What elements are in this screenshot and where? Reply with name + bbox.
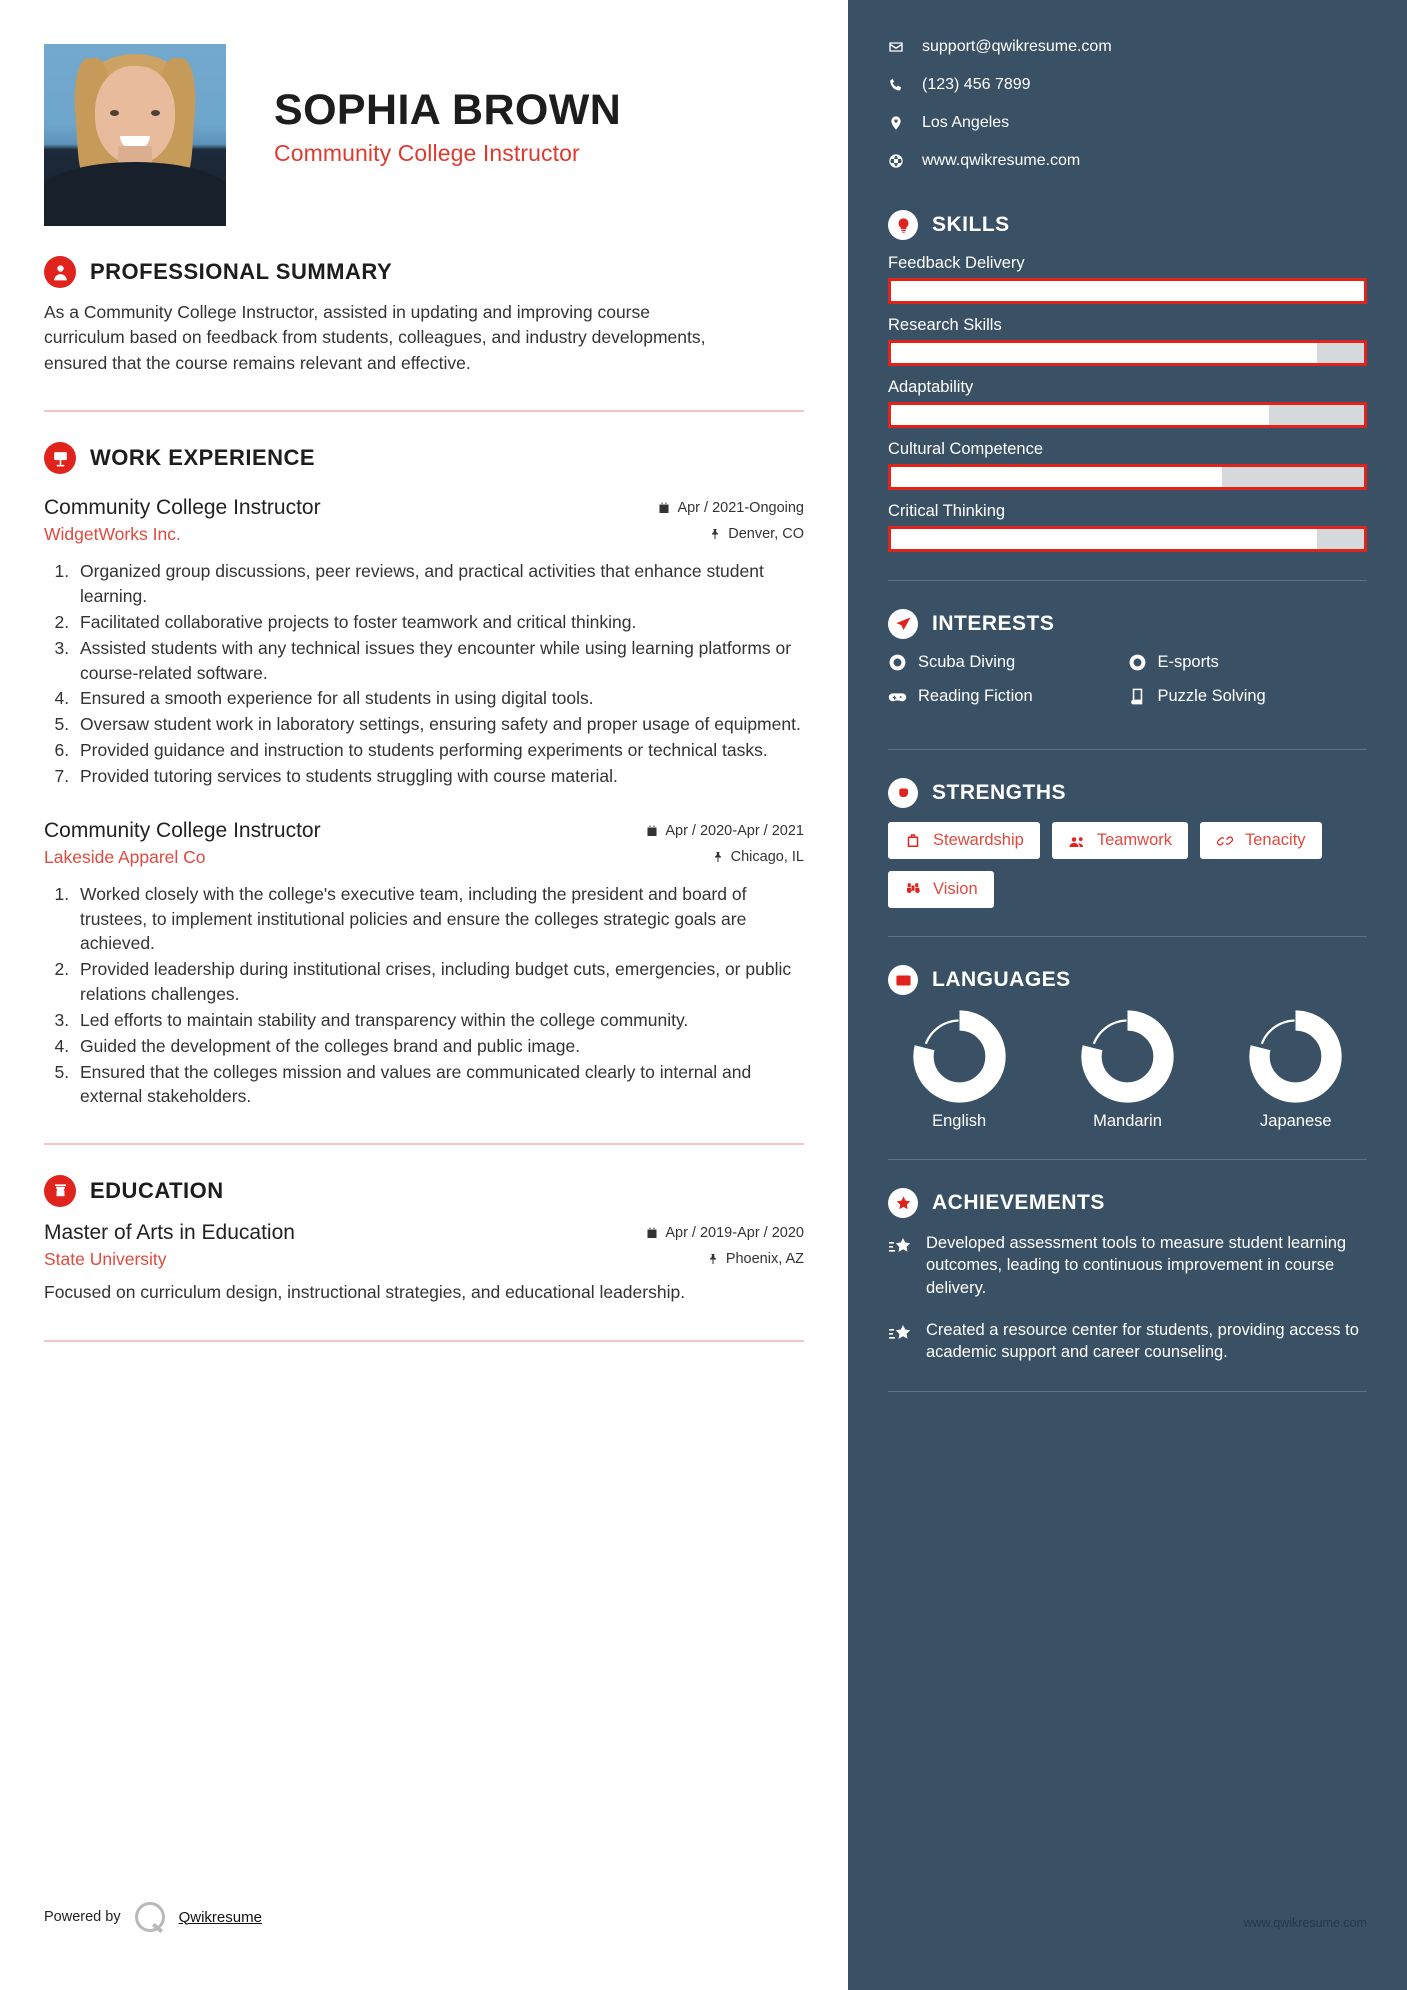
language-donut-chart — [1248, 1009, 1343, 1104]
sidebar-divider — [888, 749, 1367, 750]
list-item: 5. Oversaw student work in laboratory settings, ensuring safety and proper usage of equipment. — [74, 712, 804, 737]
skill-item — [888, 316, 1367, 366]
skill-bar-fill — [891, 529, 1317, 549]
job-title: Community College Instructor — [44, 818, 321, 842]
language-label: English — [932, 1112, 987, 1130]
section-title: ACHIEVEMENTS — [932, 1191, 1105, 1214]
skill-item — [888, 254, 1367, 304]
section-title: LANGUAGES — [932, 968, 1071, 991]
section-header — [888, 965, 1367, 995]
contact-email[interactable] — [888, 38, 1367, 56]
star-badge-icon — [888, 1188, 918, 1218]
sidebar-divider — [888, 1391, 1367, 1392]
skill-label: Adaptability — [888, 378, 974, 396]
skill-bar-fill — [891, 281, 1364, 301]
list-item: 6. Provided guidance and instruction to students performing experiments or technical tasks. — [74, 738, 804, 763]
language-label: Mandarin — [1093, 1112, 1162, 1130]
section-education — [44, 1175, 804, 1305]
globe-icon — [888, 153, 904, 169]
contact-location — [888, 114, 1367, 132]
life-ring-icon — [1128, 653, 1147, 672]
education-dates — [646, 1225, 804, 1241]
footer-branding — [44, 1902, 262, 1932]
life-ring-icon — [888, 653, 907, 672]
strength-label: Stewardship — [933, 831, 1024, 849]
interest-label: Scuba Diving — [918, 653, 1016, 671]
job-location-text: Chicago, IL — [730, 848, 804, 865]
section-header — [888, 1188, 1367, 1218]
achievement-item — [888, 1232, 1367, 1299]
education-entry — [44, 1221, 804, 1305]
calendar-icon — [646, 1227, 658, 1239]
section-strengths — [888, 778, 1367, 908]
fist-icon — [888, 778, 918, 808]
list-item: 5. Ensured that the colleges mission and values are communicated clearly to internal and external stakeholders. — [74, 1060, 804, 1110]
skill-bar — [888, 526, 1367, 552]
section-header — [888, 778, 1367, 808]
section-achievements — [888, 1188, 1367, 1363]
school-name: State University — [44, 1249, 167, 1270]
job-bullets — [74, 559, 804, 789]
skill-item — [888, 440, 1367, 490]
lectern-icon — [44, 442, 76, 474]
skill-bar — [888, 464, 1367, 490]
section-interests — [888, 609, 1367, 721]
education-location — [707, 1251, 804, 1267]
list-item: 1. Worked closely with the college's executive team, including the president and board of trustees, to implement institutional policies and ensure the colleges strategic goals are achieved. — [74, 882, 804, 957]
interest-item — [888, 687, 1128, 706]
section-languages — [888, 965, 1367, 1131]
interests-list — [888, 653, 1367, 721]
interest-item — [888, 653, 1128, 672]
language-item — [888, 1009, 1030, 1131]
section-professional-summary — [44, 256, 804, 376]
skill-label: Research Skills — [888, 316, 1002, 334]
education-location-text: Phoenix, AZ — [725, 1251, 804, 1268]
interest-label: E-sports — [1157, 653, 1219, 671]
list-item: 1. Organized group discussions, peer reviews, and practical activities that enhance student learning. — [74, 559, 804, 609]
lightbulb-icon — [888, 210, 918, 240]
profile-photo — [44, 44, 226, 226]
job-location — [712, 849, 804, 865]
interest-item — [1128, 687, 1368, 706]
translate-icon — [888, 965, 918, 995]
list-item: 7. Provided tutoring services to students struggling with course material. — [74, 764, 804, 789]
resume-header — [44, 44, 804, 226]
contact-list — [888, 38, 1367, 170]
map-pin-icon — [888, 115, 904, 131]
paper-plane-icon — [888, 609, 918, 639]
shooting-star-icon — [888, 1322, 912, 1346]
skill-label: Critical Thinking — [888, 502, 1006, 520]
link-icon — [1216, 832, 1234, 850]
job-bullets — [74, 882, 804, 1110]
strength-chip — [888, 822, 1040, 859]
language-item — [1056, 1009, 1198, 1131]
list-item: 3. Led efforts to maintain stability and transparency within the college community. — [74, 1008, 804, 1033]
section-header — [44, 1175, 804, 1207]
skill-bar — [888, 402, 1367, 428]
interest-item — [1128, 653, 1368, 672]
strength-label: Vision — [933, 880, 978, 898]
skill-label: Cultural Competence — [888, 440, 1043, 458]
achievement-text: Developed assessment tools to measure student learning outcomes, leading to continuous improvement in course delivery. — [926, 1234, 1347, 1297]
job-dates-text: Apr / 2021-Ongoing — [677, 500, 804, 517]
skill-bar — [888, 340, 1367, 366]
calendar-icon — [646, 825, 658, 837]
pin-icon — [707, 1253, 719, 1265]
skill-label: Feedback Delivery — [888, 254, 1025, 272]
skill-item — [888, 378, 1367, 428]
envelope-icon — [888, 39, 904, 55]
contact-phone-text: (123) 456 7899 — [922, 76, 1031, 93]
shooting-star-icon — [888, 1235, 912, 1259]
skill-bar-fill — [891, 467, 1222, 487]
page-title: SOPHIA BROWN — [274, 86, 622, 134]
company-name: Lakeside Apparel Co — [44, 846, 206, 867]
contact-location-text: Los Angeles — [922, 114, 1010, 131]
list-item: 3. Assisted students with any technical issues they encounter while using learning platforms or course-related software. — [74, 636, 804, 686]
job-location — [709, 526, 804, 542]
contact-email-text: support@qwikresume.com — [922, 38, 1112, 55]
user-icon — [44, 256, 76, 288]
section-divider — [44, 410, 804, 412]
sidebar-divider — [888, 936, 1367, 937]
skill-bar-fill — [891, 343, 1317, 363]
pin-icon — [709, 528, 721, 540]
section-title: WORK EXPERIENCE — [90, 445, 316, 471]
section-title: EDUCATION — [90, 1178, 224, 1204]
graduation-icon — [44, 1175, 76, 1207]
company-name: WidgetWorks Inc. — [44, 524, 181, 545]
job-title: Community College Instructor — [44, 496, 321, 520]
list-item: 2. Facilitated collaborative projects to foster teamwork and critical thinking. — [74, 610, 804, 635]
strength-chip — [888, 871, 994, 908]
strength-chip — [1200, 822, 1322, 859]
section-divider — [44, 1143, 804, 1145]
education-dates-text: Apr / 2019-Apr / 2020 — [665, 1225, 804, 1242]
section-header — [44, 442, 804, 474]
sidebar-footer-url: www.qwikresume.com — [1243, 1916, 1367, 1930]
list-item: 4. Ensured a smooth experience for all students in using digital tools. — [74, 686, 804, 711]
work-entry — [44, 496, 804, 789]
education-description: Focused on curriculum design, instructional strategies, and educational leadership. — [44, 1282, 686, 1303]
strength-label: Tenacity — [1245, 831, 1306, 849]
languages-list — [888, 1009, 1367, 1131]
qwikresume-logo-icon — [135, 1902, 165, 1932]
section-header — [888, 210, 1367, 240]
section-header — [44, 256, 804, 288]
briefcase-icon — [904, 832, 922, 850]
sidebar-divider — [888, 1159, 1367, 1160]
section-title: PROFESSIONAL SUMMARY — [90, 259, 393, 284]
job-dates-text: Apr / 2020-Apr / 2021 — [665, 822, 804, 839]
job-dates — [658, 500, 804, 516]
name-block — [226, 44, 621, 167]
degree-title: Master of Arts in Education — [44, 1221, 295, 1245]
interest-label: Puzzle Solving — [1157, 687, 1266, 705]
section-title: SKILLS — [932, 213, 1010, 236]
section-header — [888, 609, 1367, 639]
calendar-icon — [658, 502, 670, 514]
interest-label: Reading Fiction — [918, 687, 1033, 705]
job-dates — [646, 823, 804, 839]
language-donut-chart — [912, 1009, 1007, 1104]
strength-chip — [1052, 822, 1188, 859]
qwikresume-link[interactable]: Qwikresume — [178, 1908, 262, 1926]
sidebar — [848, 0, 1407, 1990]
achievement-text: Created a resource center for students, providing access to academic support and career counseling. — [926, 1320, 1359, 1362]
pin-icon — [712, 851, 724, 863]
language-label: Japanese — [1260, 1112, 1332, 1130]
skill-bar-fill — [891, 405, 1269, 425]
skill-item — [888, 502, 1367, 552]
section-title: STRENGTHS — [932, 781, 1067, 804]
binoculars-icon — [904, 881, 922, 899]
section-work-experience — [44, 442, 804, 1109]
language-item — [1225, 1009, 1367, 1131]
skill-bar — [888, 278, 1367, 304]
powered-by-label: Powered by — [44, 1909, 121, 1925]
summary-text: As a Community College Instructor, assisted in updating and improving course curriculum based on feedback from students, colleagues, and industry developments, ensured that the course remains relevant and effective. — [44, 302, 706, 373]
list-item: 2. Provided leadership during institutional crises, including budget cuts, emergencies, or public relations challenges. — [74, 957, 804, 1007]
language-donut-chart — [1080, 1009, 1175, 1104]
list-item: 4. Guided the development of the colleges brand and public image. — [74, 1034, 804, 1059]
section-skills — [888, 210, 1367, 552]
contact-phone[interactable] — [888, 76, 1367, 94]
strengths-list — [888, 822, 1367, 908]
phone-icon — [888, 77, 904, 93]
job-role-subtitle: Community College Instructor — [274, 140, 580, 167]
strength-label: Teamwork — [1096, 831, 1172, 849]
section-divider — [44, 1340, 804, 1342]
contact-website[interactable] — [888, 152, 1367, 170]
gamepad-icon — [888, 687, 907, 706]
users-icon — [1068, 832, 1086, 850]
section-title: INTERESTS — [932, 612, 1055, 635]
achievement-item — [888, 1319, 1367, 1364]
job-location-text: Denver, CO — [728, 526, 804, 543]
sidebar-divider — [888, 580, 1367, 581]
book-icon — [1128, 687, 1147, 706]
contact-website-text: www.qwikresume.com — [922, 152, 1081, 169]
work-entry — [44, 819, 804, 1110]
